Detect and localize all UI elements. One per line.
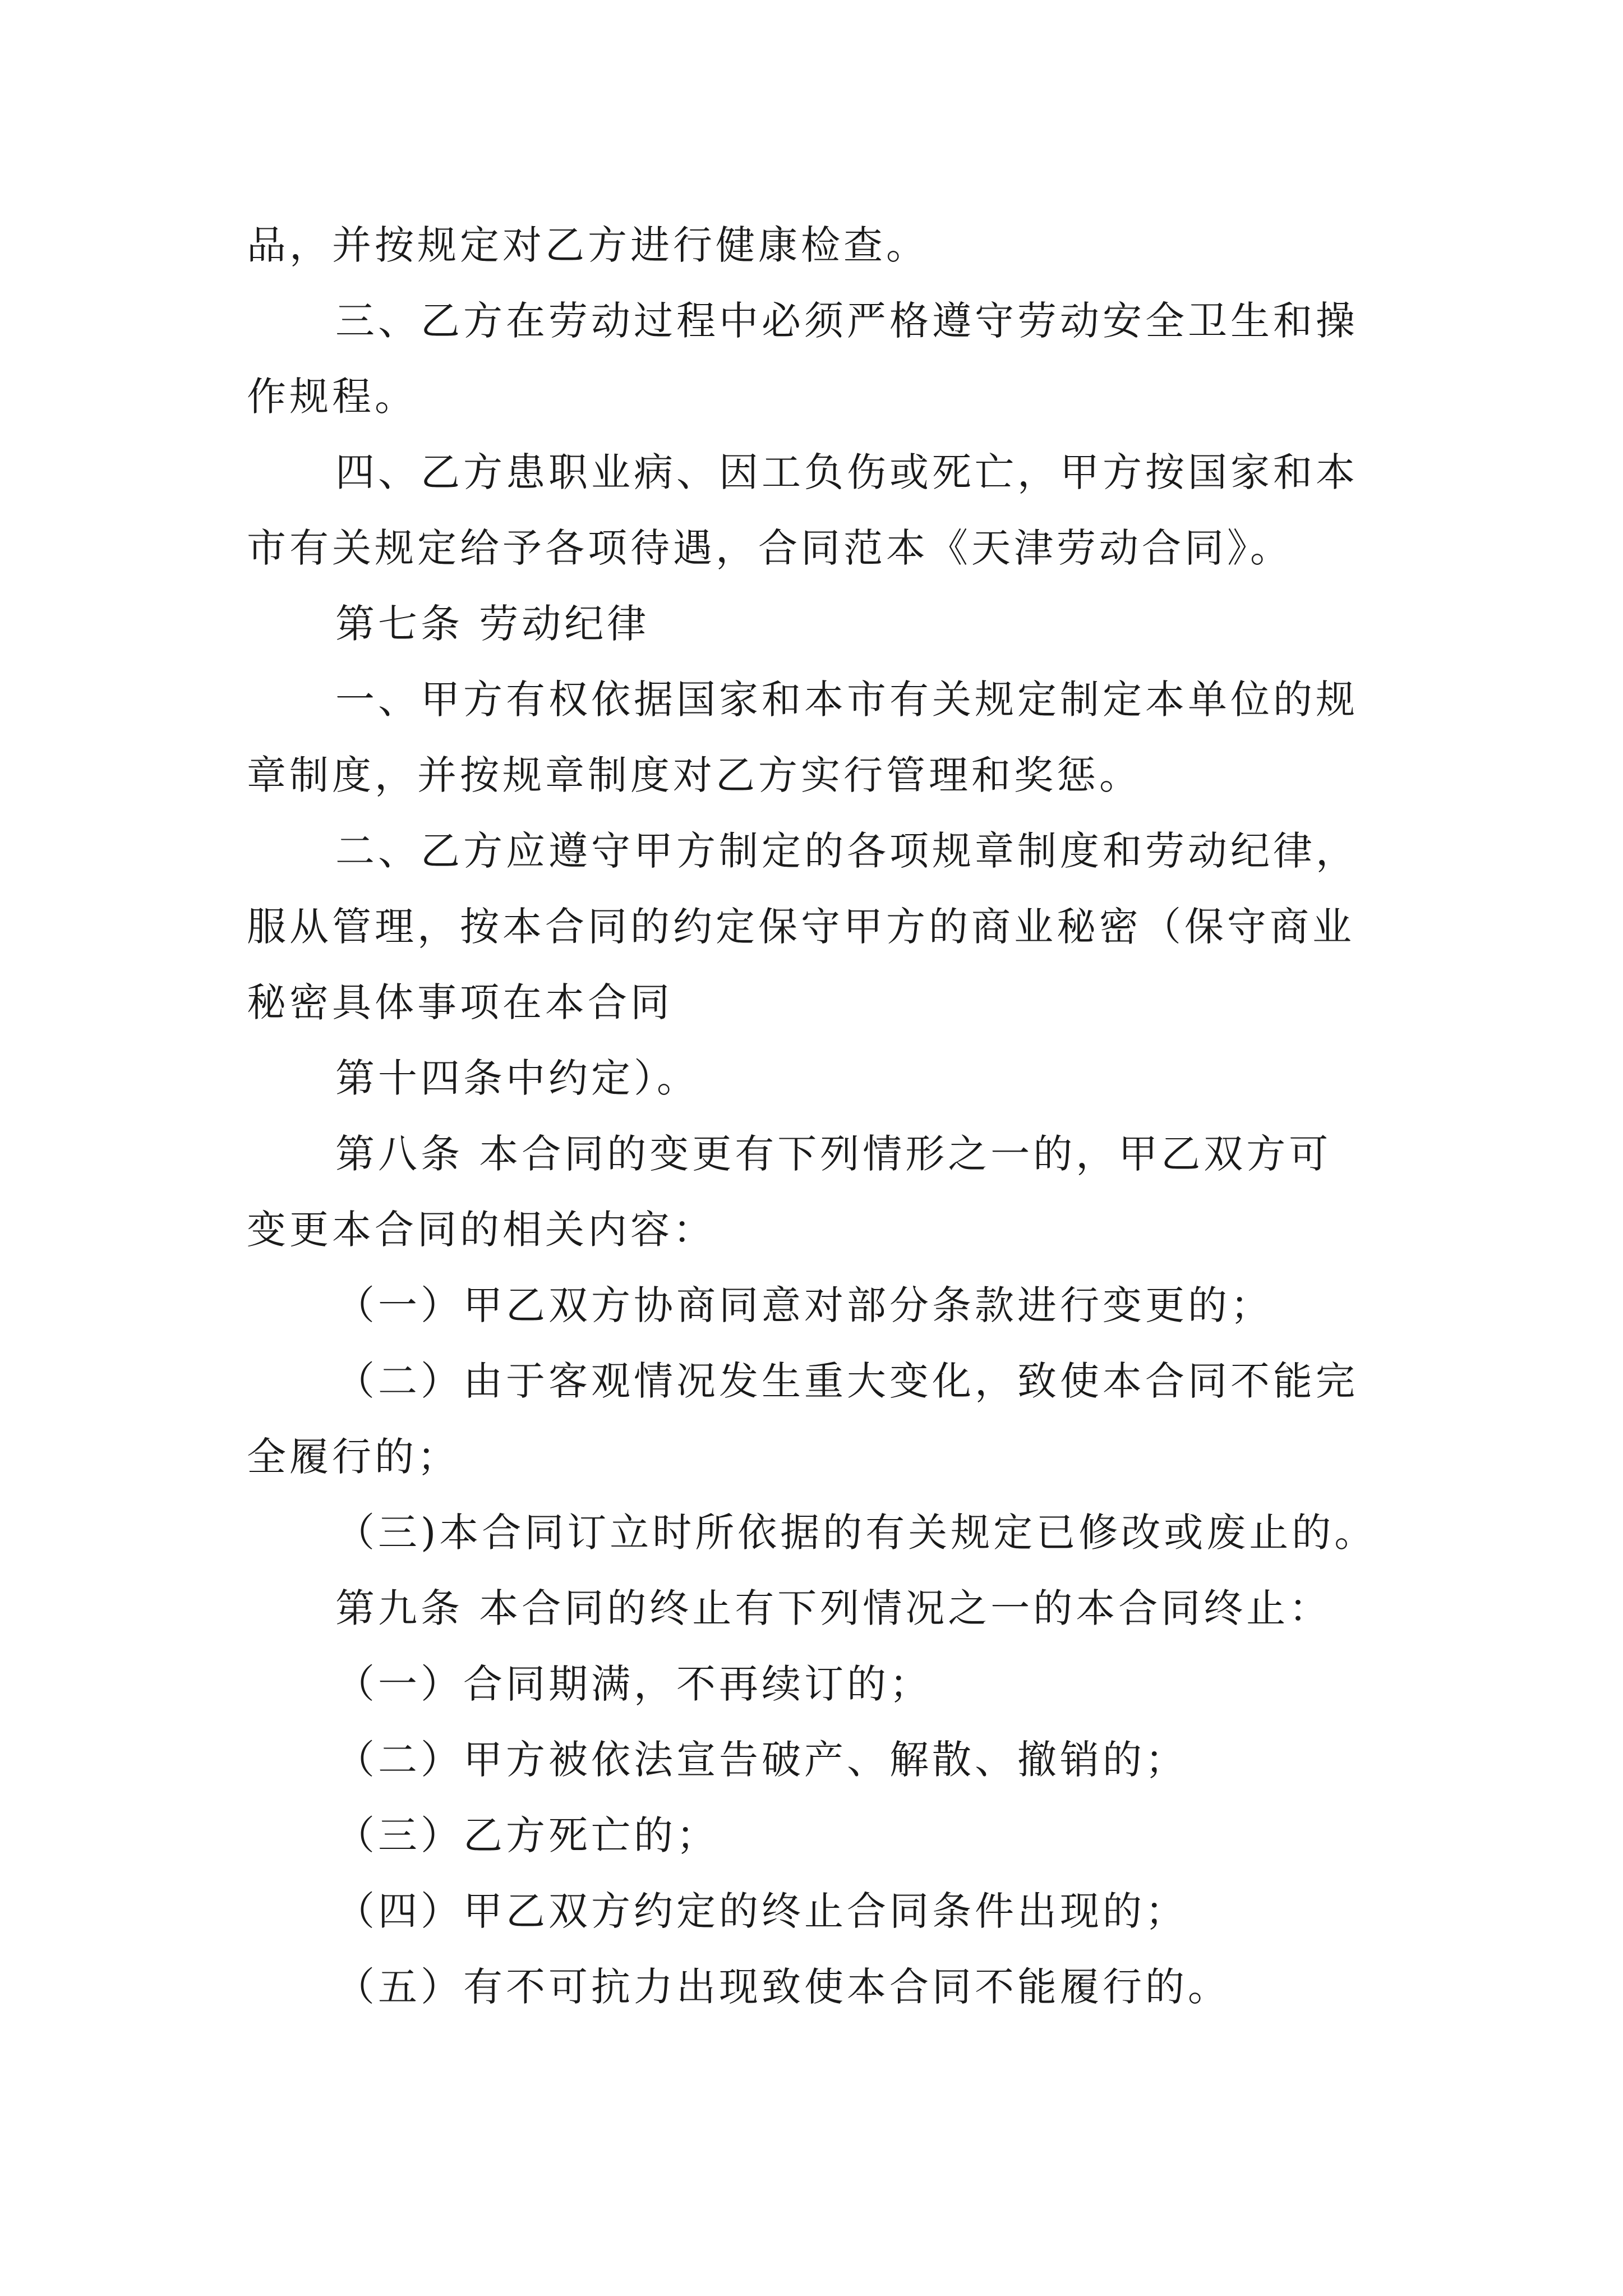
list-item: （三）乙方死亡的； xyxy=(335,1812,719,1858)
text-line: 变更本合同的相关内容： xyxy=(247,1207,716,1253)
list-item: （一）甲乙双方协商同意对部分条款进行变更的； xyxy=(335,1282,1273,1328)
text-line: 秘密具体事项在本合同 xyxy=(247,979,673,1025)
text-line: 四、乙方患职业病、因工负伤或死亡，甲方按国家和本 xyxy=(335,449,1358,495)
list-item: （三)本合同订立时所依据的有关规定已修改或废止的。 xyxy=(335,1510,1377,1556)
list-item: （二）由于客观情况发生重大变化，致使本合同不能完 xyxy=(335,1358,1358,1404)
list-item: （五）有不可抗力出现致使本合同不能履行的。 xyxy=(335,1964,1230,2010)
text-line: 章制度，并按规章制度对乙方实行管理和奖惩。 xyxy=(247,752,1142,798)
text-line: 作规程。 xyxy=(247,374,417,420)
document-body xyxy=(247,208,1385,2025)
list-item: （二）甲方被依法宣告破产、解散、撤销的； xyxy=(335,1737,1188,1783)
text-line: 第十四条中约定）。 xyxy=(335,1055,699,1101)
list-item: （一）合同期满，不再续订的； xyxy=(335,1661,932,1707)
section-heading: 第八条 本合同的变更有下列情形之一的，甲乙双方可 xyxy=(335,1131,1332,1177)
text-line: 全履行的； xyxy=(247,1434,460,1480)
text-line: 市有关规定给予各项待遇，合同范本《天津劳动合同》。 xyxy=(247,525,1293,571)
text-line: 品，并按规定对乙方进行健康检查。 xyxy=(247,222,929,268)
list-item: （四）甲乙双方约定的终止合同条件出现的； xyxy=(335,1888,1188,1934)
text-line: 二、乙方应遵守甲方制定的各项规章制度和劳动纪律， xyxy=(335,828,1358,874)
section-heading: 第七条 劳动纪律 xyxy=(335,601,650,647)
section-heading: 第九条 本合同的终止有下列情况之一的本合同终止： xyxy=(335,1585,1332,1631)
text-line: 服从管理，按本合同的约定保守甲方的商业秘密（保守商业 xyxy=(247,904,1355,950)
text-line: 一、甲方有权依据国家和本市有关规定制定本单位的规 xyxy=(335,677,1358,723)
text-line: 三、乙方在劳动过程中必须严格遵守劳动安全卫生和操 xyxy=(335,298,1358,344)
